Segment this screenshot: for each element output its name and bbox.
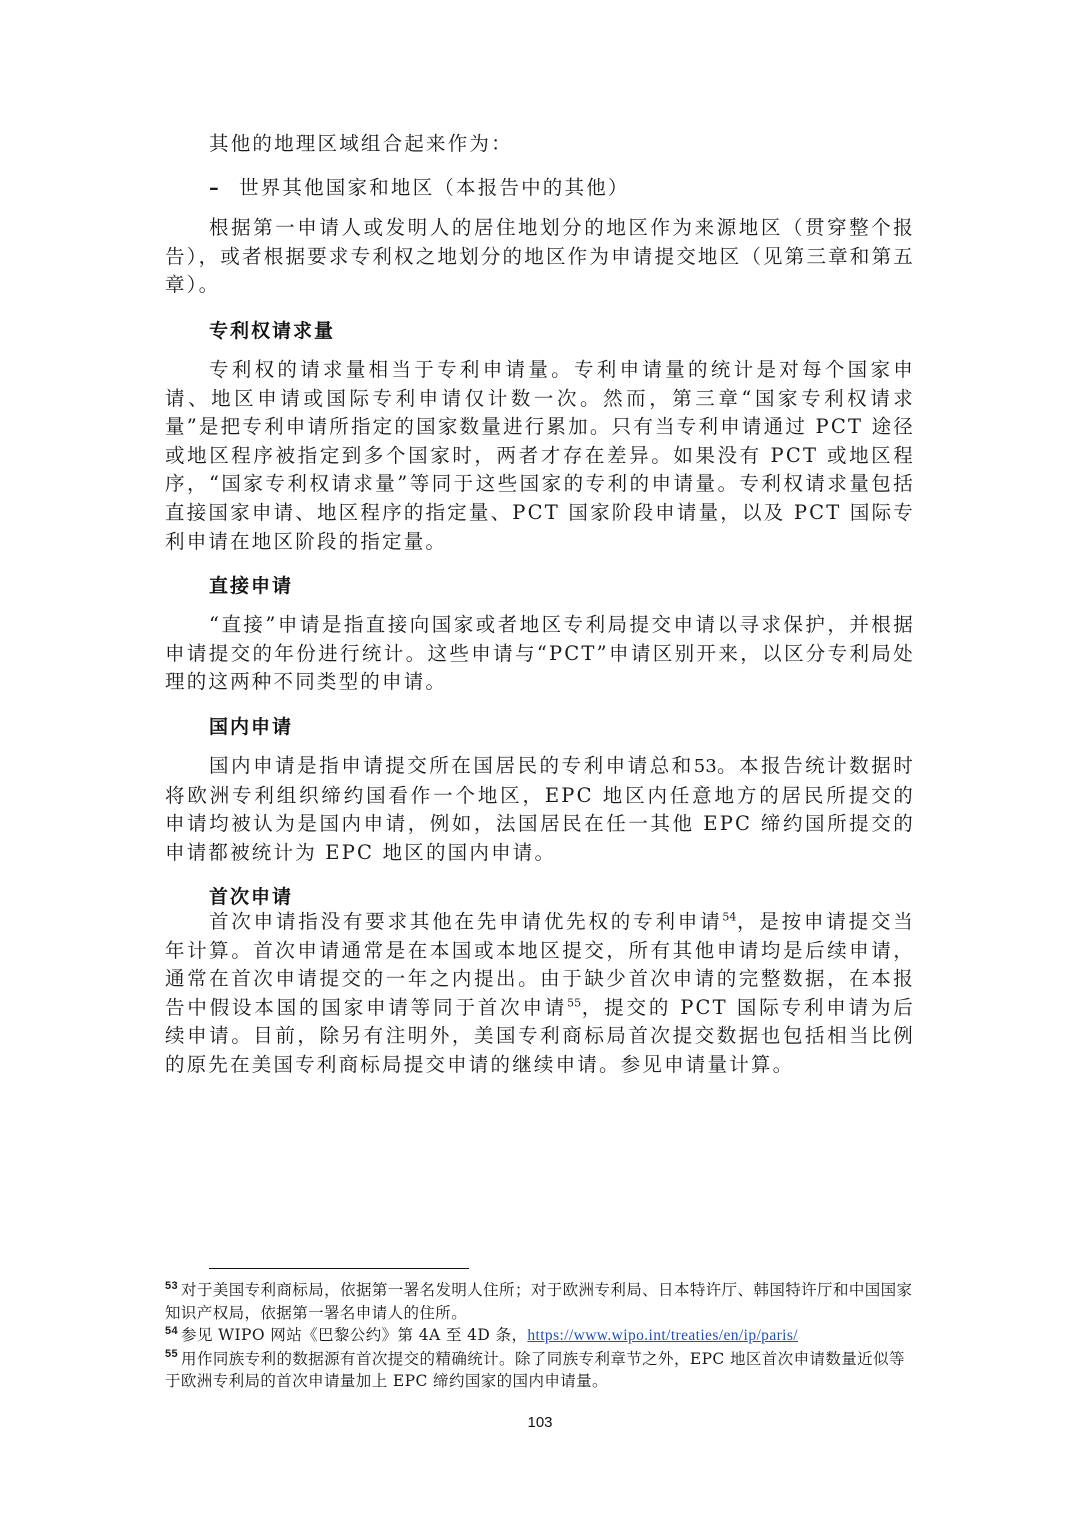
bullet-text: 世界其他国家和地区（本报告中的其他） (239, 176, 630, 199)
footnote-number: 55 (165, 1348, 179, 1361)
footnote-text: 对于美国专利商标局，依据第一署名发明人住所；对于欧洲专利局、日本特许厅、韩国特许厅和中国国家知识产权局，依据第一署名申请人的住所。 (165, 1281, 913, 1322)
section-paragraph-domestic-filing (165, 752, 915, 867)
footnote-53 (165, 1279, 915, 1324)
footnotes (165, 1279, 915, 1393)
text-run: ，是按申请提交当年计算。首次申请通常是在本国或本地区提交，所有其他申请均是后续申请，通常在首次申请提交的一年之内提出。由于缺少首次申请的完整数据，在本报告中假设本国的国家申请等同于首次申请 (165, 910, 915, 1019)
footnote-separator (209, 1268, 469, 1269)
section-paragraph-patent-claims (165, 356, 915, 556)
paragraph-text: 专利权的请求量相当于专利申请量。专利申请量的统计是对每个国家申请、地区申请或国际专利申请仅计数一次。然而，第三章“国家专利权请求量”是把专利申请所指定的国家数量进行累加。只有当专利申请通过 PCT 途径或地区程序被指定到多个国家时，两者才存在差异。如果没有 PCT 或地区程序，“国家专利权请求量”等同于这些国家的专利的申请量。专利权请求量包括直接国家申请、地区程序的指定量、PCT 国家阶段申请量，以及 PCT 国际专利申请在地区阶段的指定量。 (165, 358, 915, 553)
paragraph-text (165, 908, 915, 1080)
footnote-number: 54 (165, 1324, 179, 1337)
footnote-ref-54[interactable]: 54 (722, 910, 737, 924)
intro-paragraph (165, 214, 915, 300)
footnote-text: 参见 WIPO 网站《巴黎公约》第 4A 至 4D 条， (181, 1326, 528, 1344)
intro-para-text: 根据第一申请人或发明人的居住地划分的地区作为来源地区（贯穿整个报告），或者根据要求专利权之地划分的地区作为申请提交地区（见第三章和第五章）。 (165, 216, 915, 297)
footnote-number: 53 (165, 1279, 179, 1292)
wipo-paris-link[interactable]: https://www.wipo.int/treaties/en/ip/paris/ (527, 1327, 799, 1344)
text-run: ，提交的 PCT 国际专利申请为后续申请。目前，除另有注明外，美国专利商标局首次提交数据也包括相当比例的原先在美国专利商标局提交申请的继续申请。参见申请量计算。 (165, 995, 915, 1076)
intro-text: 其他的地理区域组合起来作为： (209, 132, 513, 155)
bullet-item (209, 172, 630, 200)
paragraph-text (165, 752, 915, 867)
section-heading-patent-claims: 专利权请求量 (209, 320, 336, 342)
intro-line (165, 130, 915, 159)
section-paragraph-direct-filing (165, 611, 915, 697)
footnote-text: 用作同族专利的数据源有首次提交的精确统计。除了同族专利章节之外，EPC 地区首次申请数量近似等于欧洲专利局的首次申请量加上 EPC 缔约国家的国内申请量。 (165, 1349, 905, 1390)
section-heading-first-filing: 首次申请 (209, 886, 294, 908)
text-run: 首次申请指没有要求其他在先申请优先权的专利申请 (209, 910, 723, 933)
footnote-ref-55[interactable]: 55 (567, 996, 582, 1010)
footnote-55 (165, 1348, 915, 1393)
section-heading-domestic-filing: 国内申请 (209, 716, 294, 738)
section-paragraph-first-filing (165, 908, 915, 1080)
text-run: 。本报告统计数据时将欧洲专利组织缔约国看作一个地区，EPC 地区内任意地方的居民所提交的申请均被认为是国内申请，例如，法国居民在任一其他 EPC 缔约国所提交的申请都被统计为 EPC 地区的国内申请。 (165, 754, 915, 864)
paragraph-text: “直接”申请是指直接向国家或者地区专利局提交申请以寻求保护，并根据申请提交的年份进行统计。这些申请与“PCT”申请区别开来，以区分专利局处理的这两种不同类型的申请。 (165, 613, 915, 694)
dash-bullet-icon: – (209, 176, 221, 199)
page-number: 103 (527, 1414, 553, 1431)
section-heading-direct-filing: 直接申请 (209, 575, 294, 597)
footnote-54 (165, 1324, 915, 1348)
text-run: 国内申请是指申请提交所在国居民的专利申请总和 (209, 754, 694, 777)
footnote-ref-53[interactable]: 53 (693, 756, 717, 777)
